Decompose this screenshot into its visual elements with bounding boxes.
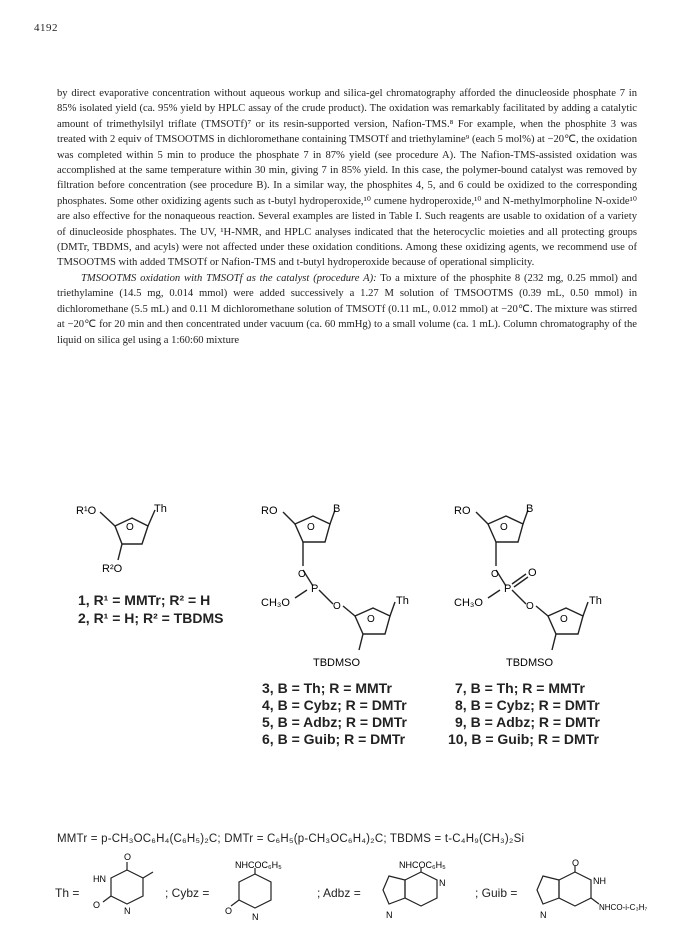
- s1-r2: R²O: [102, 563, 123, 575]
- caption-10: 10, B = Guib; R = DMTr: [448, 731, 599, 747]
- s2-o-link: O: [298, 569, 306, 580]
- cy-nhcoc6h5: NHCOC₆H₅: [235, 860, 282, 870]
- th-o-top: O: [124, 852, 132, 862]
- s2-o-ring: O: [307, 522, 315, 533]
- s3-o-link2: O: [526, 601, 534, 612]
- structure-2-phosphite: [255, 498, 425, 678]
- adenine-structure: [375, 860, 475, 930]
- s3-o-ring2: O: [560, 614, 568, 625]
- th-o-bottom: O: [93, 900, 101, 910]
- ad-n-bottom: N: [386, 910, 393, 920]
- s1-o: O: [126, 522, 134, 533]
- page-number: 4192: [34, 22, 58, 34]
- thymine-structure: [89, 852, 159, 930]
- s3-p: P: [504, 583, 512, 595]
- base-structures: [45, 852, 648, 930]
- cy-n: N: [252, 912, 259, 922]
- s3-b: B: [526, 503, 534, 515]
- gu-nh: NH: [593, 876, 606, 886]
- caption-1: 1, R¹ = MMTr; R² = H: [78, 592, 211, 608]
- s1-th: Th: [154, 503, 167, 515]
- ad-n: N: [439, 878, 446, 888]
- guanine-structure: [529, 858, 648, 930]
- th-n: N: [124, 906, 131, 916]
- s1-r1: R¹O: [76, 505, 97, 517]
- structure-3-phosphate: [448, 498, 628, 678]
- caption-2: 2, R¹ = H; R² = TBDMS: [78, 610, 224, 626]
- cy-o: O: [225, 906, 233, 916]
- s3-o-link: O: [491, 569, 499, 580]
- caption-5: 5, B = Adbz; R = DMTr: [262, 714, 407, 730]
- cytosine-structure: [225, 860, 315, 930]
- s2-tbdmso: TBDMSO: [313, 657, 361, 669]
- procedure-text: To a mixture of the phosphite 8 (232 mg, 0.25 mmol) and triethylamine (14.5 mg, 0.014 mmol) were added successively a 1.27 M solution of TMSOOTMS (0.39 mL, 0.50 mmol) in dichloromethane (5.5 mL) and 0.11 M dichloromethane solution of TMSOTf (0.11 mL, 0.012 mmol) at −20℃. The mixture was stirred at −20℃ for 20 min and then concentrated under vacuum (ca. 60 mmHg) to a small volume (ca. 1 mL). Column chromatography of the liquid on silica gel using a 1:60:60 mixture: [57, 272, 637, 346]
- s3-ro: RO: [454, 505, 471, 517]
- procedure-paragraph: [57, 271, 637, 348]
- s2-p: P: [311, 583, 319, 595]
- caption-7: 7, B = Th; R = MMTr: [455, 680, 585, 696]
- gu-label: ; Guib =: [475, 886, 518, 900]
- s2-th: Th: [396, 595, 409, 607]
- body-text: [57, 86, 637, 348]
- s2-ro: RO: [261, 505, 278, 517]
- ad-label: ; Adbz =: [317, 886, 361, 900]
- s3-th: Th: [589, 595, 602, 607]
- paragraph-1: by direct evaporative concentration without aqueous workup and silica-gel chromatography afforded the dinucleoside phosphate 7 in 85% isolated yield (ca. 95% yield by HPLC assay of the crude product). The oxidation was remarkably facilitated by adding a catalytic amount of trimethylsilyl triflate (TMSOTf)⁷ or its resin-supported version, Nafion-TMS.⁸ For example, when the phosphite 3 was treated with 2 equiv of TMSOOTMS in dichloromethane containing TMSOTf and triethylamine⁹ (each 5 mol%) at −20℃, the oxidation was completed within 5 min to produce the phosphate 7 in 87% yield (see procedure A). The Nafion-TMS-assisted oxidation was accomplished at the same temperature within 30 min, giving 7 in 85% yield. In this case, the polymer-bound catalyst was removed by filtration before concentration (see procedure B). In a similar way, the phosphites 4, 5, and 6 could be oxidized to the corresponding phosphates. Some other oxidizing agents such as t-butyl hydroperoxide,¹⁰ cumene hydroperoxide,¹⁰ and N-methylmorpholine N-oxide¹⁰ are also effective for the nonaqueous reaction. Several examples are listed in Table I. Such reagents are usable to oxidation of a variety of dinucleoside phosphates. The UV, ¹H-NMR, and HPLC analyses indicated that the heterocyclic moieties and all protecting groups (DMTr, TBDMS, and acyls) were not affected under these oxidation conditions. Among these oxidizing agents, we recommend use of TMSOOTMS with added TMSOTf or Nafion-TMS and t-butyl hydroperoxide because of operational simplicity.: [57, 88, 637, 269]
- s2-o-ring2: O: [367, 614, 375, 625]
- th-hn: HN: [93, 874, 106, 884]
- s3-o-ring: O: [500, 522, 508, 533]
- s2-o-link2: O: [333, 601, 341, 612]
- s3-double-o: O: [528, 567, 537, 579]
- abbreviations: MMTr = p-CH₃OC₆H₄(C₆H₅)₂C; DMTr = C₆H₅(p-CH₃OC₆H₄)₂C; TBDMS = t-C₄H₉(CH₃)₂Si: [57, 833, 525, 845]
- s3-ch3o: CH₃O: [454, 597, 483, 609]
- caption-3: 3, B = Th; R = MMTr: [262, 680, 392, 696]
- s2-ch3o: CH₃O: [261, 597, 290, 609]
- ad-nhcoc6h5: NHCOC₆H₅: [399, 860, 446, 870]
- s2-b: B: [333, 503, 341, 515]
- caption-4: 4, B = Cybz; R = DMTr: [262, 697, 407, 713]
- s3-tbdmso: TBDMSO: [506, 657, 554, 669]
- cy-label: ; Cybz =: [165, 886, 210, 900]
- caption-6: 6, B = Guib; R = DMTr: [262, 731, 406, 747]
- gu-nhco-ic3h7: NHCO-i-C₃H₇: [599, 903, 648, 912]
- gu-o: O: [572, 858, 580, 868]
- th-label: Th =: [55, 886, 80, 900]
- gu-n: N: [540, 910, 547, 920]
- procedure-heading: TMSOOTMS oxidation with TMSOTf as the catalyst (procedure A):: [81, 272, 377, 284]
- caption-9: 9, B = Adbz; R = DMTr: [455, 714, 600, 730]
- caption-8: 8, B = Cybz; R = DMTr: [455, 697, 600, 713]
